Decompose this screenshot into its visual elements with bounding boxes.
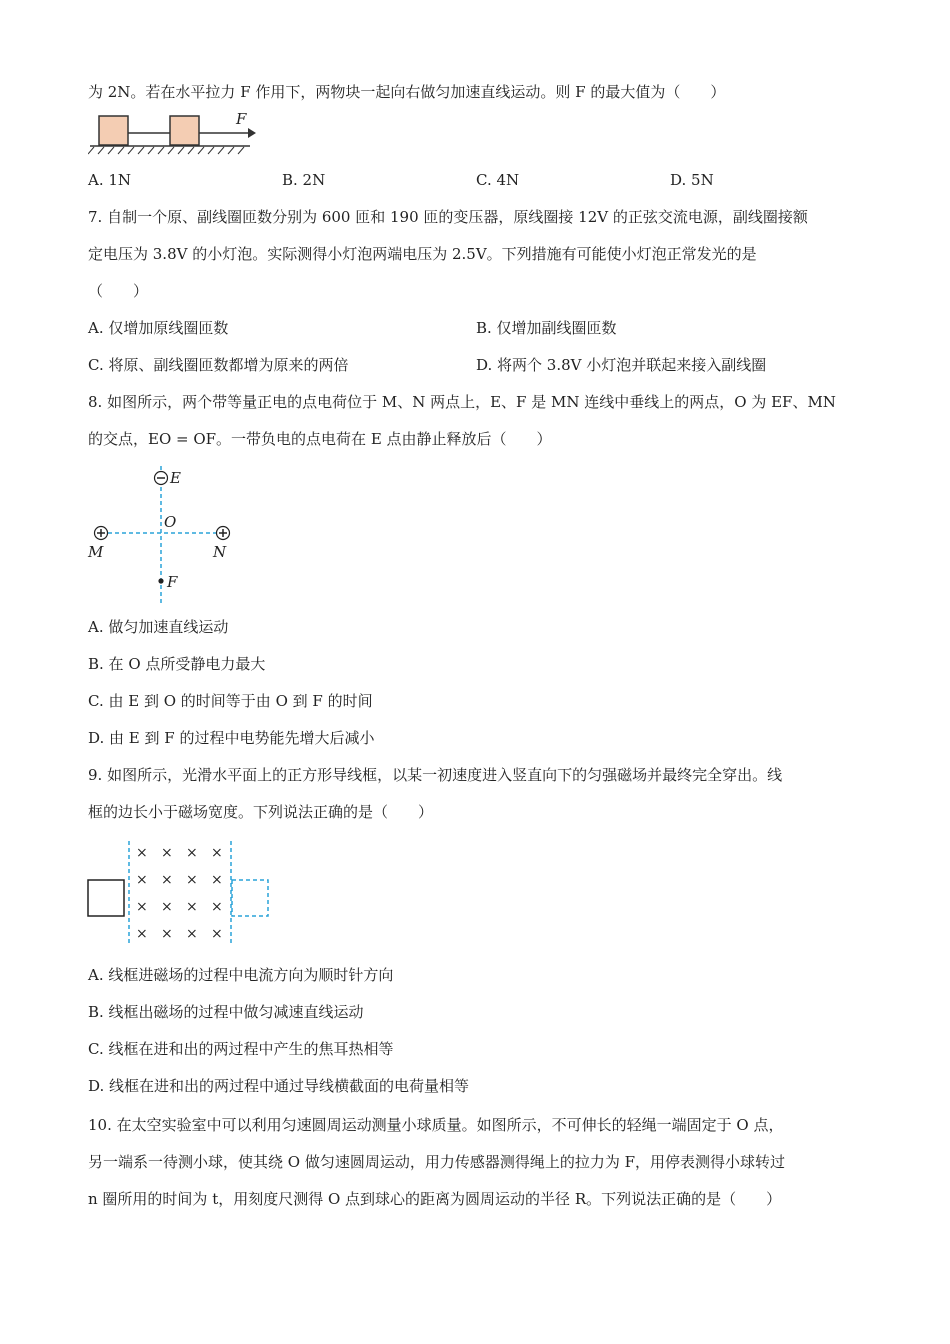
svg-text:×: × (136, 845, 148, 861)
label-f: F (167, 573, 178, 591)
q9-line-2: 框的边长小于磁场宽度。下列说法正确的是（ ） (88, 803, 434, 821)
svg-text:×: × (211, 899, 223, 915)
block-right (170, 116, 199, 145)
q7-option-a: A. 仅增加原线圈匝数 (88, 319, 229, 337)
q10-line-2: 另一端系一待测小球，使其绕 O 做匀速圆周运动，用力传感器测得绳上的拉力为 F，用停表测得小球转过 (88, 1153, 786, 1171)
positive-charge-n (217, 527, 230, 540)
negative-charge-e (155, 472, 168, 485)
svg-text:×: × (211, 926, 223, 942)
q7-option-c: C. 将原、副线圈匝数都增为原来的两倍 (88, 356, 349, 374)
svg-text:×: × (136, 899, 148, 915)
frame-exit-position (232, 880, 268, 916)
svg-text:×: × (136, 872, 148, 888)
svg-text:×: × (161, 845, 173, 861)
svg-text:×: × (186, 926, 198, 942)
q6-text: 为 2N。若在水平拉力 F 作用下，两物块一起向右做匀加速直线运动。则 F 的最大值为（ ） (88, 83, 726, 101)
q9-option-d: D. 线框在进和出的两过程中通过导线横截面的电荷量相等 (88, 1077, 470, 1095)
q9-option-b: B. 线框出磁场的过程中做匀减速直线运动 (88, 1003, 364, 1021)
svg-text:×: × (211, 845, 223, 861)
svg-text:×: × (136, 926, 148, 942)
label-e: E (170, 469, 181, 487)
point-f (158, 578, 163, 583)
block-left (99, 116, 128, 145)
q7-line-2: 定电压为 3.8V 的小灯泡。实际测得小灯泡两端电压为 2.5V。下列措施有可能使小灯泡正常发光的是 (88, 245, 757, 263)
q9-option-a: A. 线框进磁场的过程中电流方向为顺时针方向 (88, 966, 394, 984)
force-label: F (236, 110, 247, 128)
q8-option-b: B. 在 O 点所受静电力最大 (88, 655, 266, 673)
q8-figure (84, 462, 244, 614)
svg-text:×: × (211, 872, 223, 888)
label-n: N (213, 543, 227, 561)
q6-option-c: C. 4N (476, 171, 520, 189)
q6-option-b: B. 2N (282, 171, 326, 189)
magnetic-field-crosses (136, 845, 223, 942)
force-arrow-head (248, 128, 256, 138)
q6-option-d: D. 5N (670, 171, 714, 189)
q9-line-1: 9. 如图所示，光滑水平面上的正方形导线框，以某一初速度进入竖直向下的匀强磁场并最终完全穿出。线 (88, 766, 783, 784)
q6-option-a: A. 1N (88, 171, 132, 189)
label-m: M (88, 543, 104, 561)
svg-text:×: × (161, 926, 173, 942)
svg-text:×: × (186, 872, 198, 888)
q6-figure (88, 110, 258, 162)
q10-line-1: 10. 在太空实验室中可以利用匀速圆周运动测量小球质量。如图所示，不可伸长的轻绳一端固定于 O 点， (88, 1116, 784, 1134)
q8-option-a: A. 做匀加速直线运动 (88, 618, 229, 636)
q10-line-3: n 圈所用的时间为 t，用刻度尺测得 O 点到球心的距离为圆周运动的半径 R。下列说法正确的是（ ） (88, 1190, 782, 1208)
square-frame (88, 880, 124, 916)
q8-option-d: D. 由 E 到 F 的过程中电势能先增大后减小 (88, 729, 375, 747)
svg-text:×: × (186, 899, 198, 915)
positive-charge-m (95, 527, 108, 540)
q9-option-c: C. 线框在进和出的两过程中产生的焦耳热相等 (88, 1040, 394, 1058)
q8-option-c: C. 由 E 到 O 的时间等于由 O 到 F 的时间 (88, 692, 373, 710)
q7-line-1: 7. 自制一个原、副线圈匝数分别为 600 匝和 190 匝的变压器，原线圈接 12V 的正弦交流电源，副线圈接额 (88, 208, 808, 226)
ground-hatch (88, 147, 244, 154)
svg-text:×: × (186, 845, 198, 861)
q7-line-3: （ ） (88, 282, 149, 300)
svg-text:×: × (161, 872, 173, 888)
label-o: O (164, 513, 177, 531)
q8-line-2: 的交点，EO = OF。一带负电的点电荷在 E 点由静止释放后（ ） (88, 430, 552, 448)
q8-line-1: 8. 如图所示，两个带等量正电的点电荷位于 M、N 两点上，E、F 是 MN 连线中垂线上的两点，O 为 EF、MN (88, 393, 836, 411)
svg-text:×: × (161, 899, 173, 915)
q7-option-b: B. 仅增加副线圈匝数 (476, 319, 617, 337)
q7-option-d: D. 将两个 3.8V 小灯泡并联起来接入副线圈 (476, 356, 767, 374)
q9-figure (84, 838, 274, 954)
